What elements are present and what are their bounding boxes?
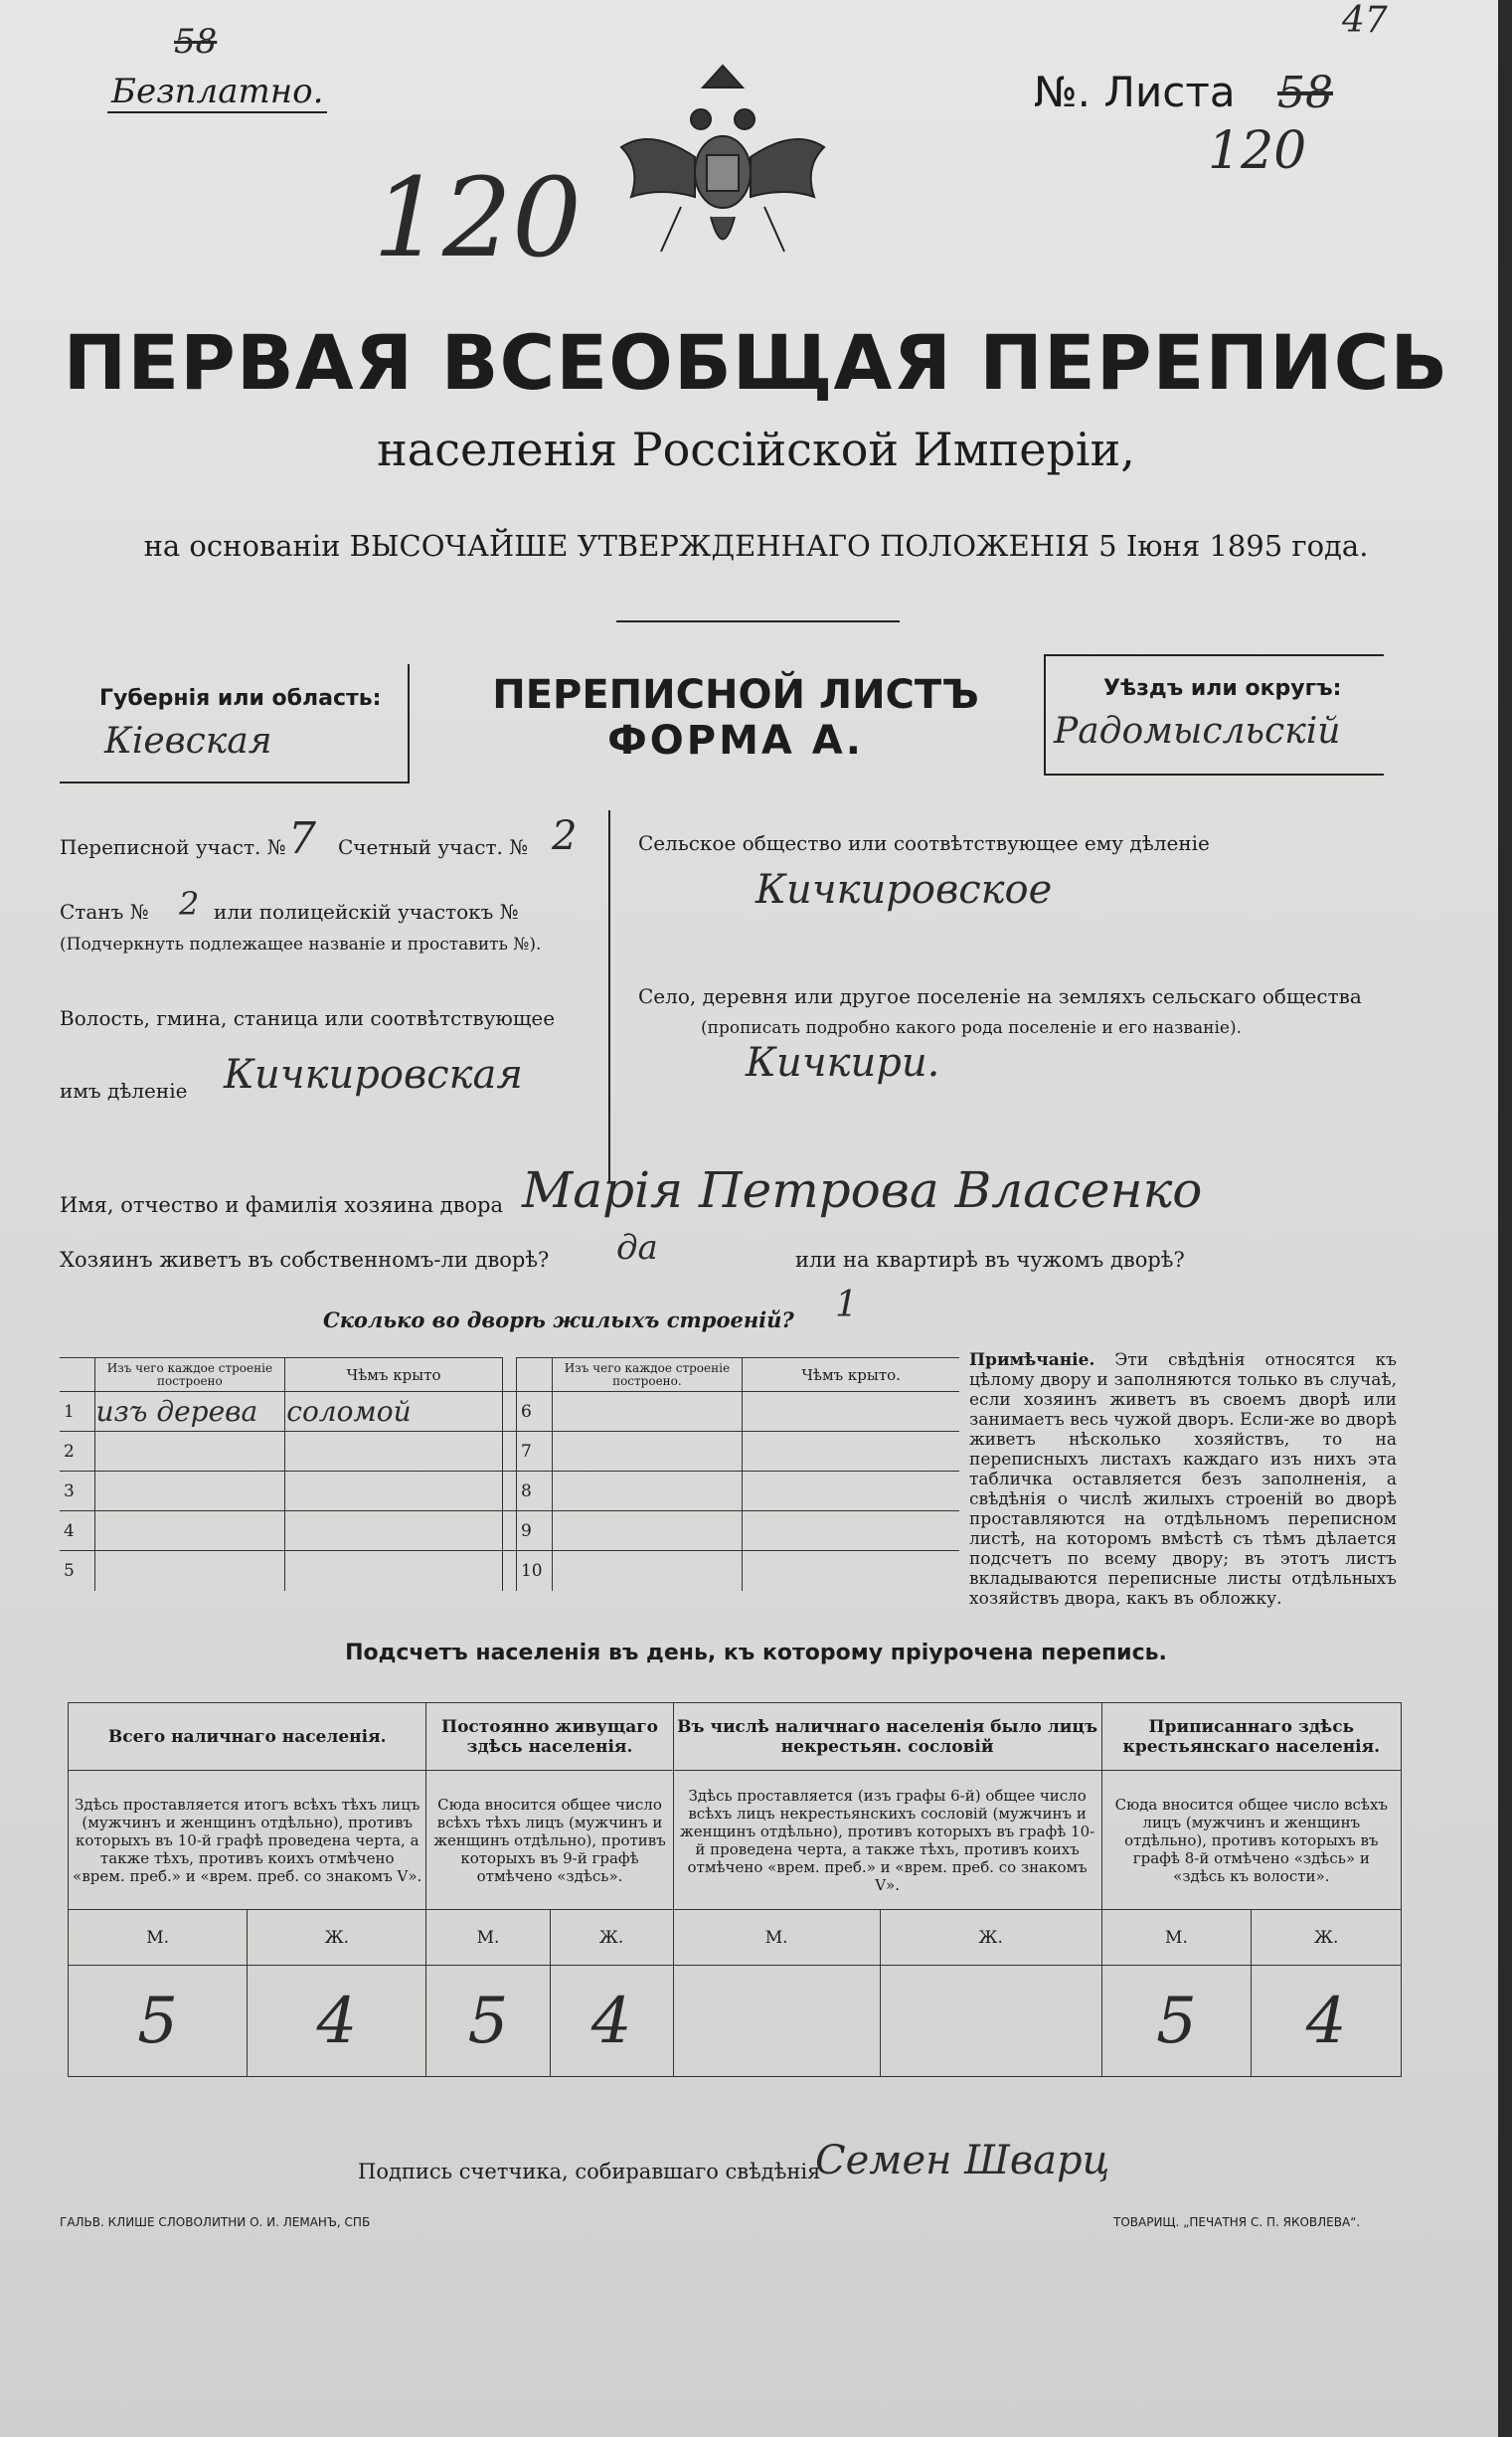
female-count: 4 xyxy=(248,1966,426,2077)
ornament-divider xyxy=(616,620,900,622)
note-text: Эти свѣдѣнія относятся къ цѣлому двору и заполняются только въ случаѣ, если хозяинъ живетъ въ своемъ дворѣ или занимаетъ весь чужой дворъ. Если-же во дворѣ живетъ нѣсколько хозяйствъ, то на переписныхъ листахъ каждаго изъ нихъ эта табличка оставляется безъ заполненія, а свѣдѣнія о числѣ жилыхъ строеній во дворѣ проставляются на отдѣльномъ переписном листѣ, на которомъ вмѣстѣ съ тѣмъ дѣлается подсчетъ по всему двору; въ этотъ листъ вкладываются переписные листы отдѣльныхъ хозяйствъ двора, какъ въ обложку. xyxy=(969,1350,1397,1609)
male-label: М. xyxy=(426,1910,550,1966)
district-value: Радомысльскій xyxy=(1054,711,1341,752)
signature-value: Семен Шварц xyxy=(815,2138,1110,2183)
sheet-number-label: №. Листа xyxy=(1034,68,1236,116)
printer-right: ТОВАРИЩ. „ПЕЧАТНЯ С. П. ЯКОВЛЕВА“. xyxy=(1113,2215,1361,2229)
signature-label: Подпись счетчика, собиравшаго свѣдѣнія xyxy=(358,2160,821,2183)
group-header: Постоянно живущаго здѣсь населенія. xyxy=(426,1703,673,1771)
building-row xyxy=(60,1392,959,1432)
group-desc: Сюда вносится общее число всѣхъ лицъ (мужчинъ и женщинъ отдѣльно), противъ которыхъ въ графѣ 8-й отмѣчено «здѣсь» и «здѣсь къ волости». xyxy=(1101,1771,1401,1910)
row-material xyxy=(94,1511,285,1551)
col-roof-header-2: Чѣмъ крыто. xyxy=(743,1358,959,1392)
page-subtitle: населенія Россійской Имперіи, xyxy=(377,423,1135,476)
row-no: 3 xyxy=(60,1472,94,1511)
population-table xyxy=(68,1702,1402,2077)
row-material xyxy=(94,1432,285,1472)
volost-value: Кичкировская xyxy=(224,1052,523,1098)
owner-name-label: Имя, отчество и фамилія хозяина двора xyxy=(60,1193,504,1217)
group-header: Всего наличнаго населенія. xyxy=(69,1703,426,1771)
col-roof-header: Чѣмъ крыто xyxy=(285,1358,503,1392)
buildings-count-label: Сколько во дворѣ жилыхъ строеній? xyxy=(323,1307,794,1332)
building-row xyxy=(60,1511,959,1551)
male-count xyxy=(673,1966,880,2077)
village-value: Кичкири. xyxy=(746,1040,940,1086)
male-label: М. xyxy=(673,1910,880,1966)
underline-note: (Подчеркнуть подлежащее названіе и проставить №). xyxy=(60,935,542,955)
male-count: 5 xyxy=(426,1966,550,2077)
top-right-number: 47 xyxy=(1342,0,1388,41)
volost-label-2: имъ дѣленіе xyxy=(60,1079,188,1103)
row-no: 2 xyxy=(60,1432,94,1472)
row-no: 9 xyxy=(516,1511,552,1551)
sheet-number-struck: 58 xyxy=(1277,68,1333,118)
stan-label: Станъ № xyxy=(60,900,149,924)
province-label: Губернія или область: xyxy=(99,686,382,711)
group-desc: Сюда вносится общее число всѣхъ тѣхъ лицъ (мужчинъ и женщинъ отдѣльно), противъ которыхъ въ 9-й графѣ отмѣчено «здѣсь». xyxy=(426,1771,673,1910)
row-no: 8 xyxy=(516,1472,552,1511)
society-value: Кичкировское xyxy=(756,867,1053,913)
owner-name-value: Марія Петрова Власенко xyxy=(522,1161,1203,1219)
female-label: Ж. xyxy=(550,1910,673,1966)
sheet-title: ПЕРЕПИСНОЙ ЛИСТЪ xyxy=(492,672,979,718)
row-material: изъ дерева xyxy=(94,1392,285,1432)
printer-left: ГАЛЬВ. КЛИШЕ СЛОВОЛИТНИ О. И. ЛЕМАНЪ, СПБ xyxy=(60,2215,371,2229)
district-label: Уѣздъ или округъ: xyxy=(1103,676,1342,701)
col-material-header: Изъ чего каждое строеніе построено xyxy=(94,1358,285,1392)
buildings-count-value: 1 xyxy=(835,1285,858,1325)
scan-edge xyxy=(1498,0,1512,2437)
census-area-label: Переписной участ. № xyxy=(60,835,286,859)
row-roof xyxy=(285,1472,503,1511)
province-value: Кіевская xyxy=(104,721,272,762)
male-count: 5 xyxy=(69,1966,248,2077)
row-material xyxy=(94,1472,285,1511)
imperial-eagle-emblem xyxy=(611,58,835,286)
row-no: 5 xyxy=(60,1551,94,1591)
count-area-label: Счетный участ. № xyxy=(338,835,529,859)
population-title: Подсчетъ населенія въ день, къ которому пріурочена перепись. xyxy=(345,1641,1167,1665)
male-count: 5 xyxy=(1101,1966,1252,2077)
row-no: 10 xyxy=(516,1551,552,1591)
row-no: 6 xyxy=(516,1392,552,1432)
male-label: М. xyxy=(1101,1910,1252,1966)
female-label: Ж. xyxy=(1252,1910,1402,1966)
census-area-value: 7 xyxy=(288,813,316,864)
female-count xyxy=(880,1966,1101,2077)
count-area-value: 2 xyxy=(552,813,578,859)
fields-divider xyxy=(608,810,610,1183)
page-title: ПЕРВАЯ ВСЕОБЩАЯ ПЕРЕПИСЬ xyxy=(63,318,1449,407)
form-label: ФОРМА А. xyxy=(607,718,864,764)
row-roof xyxy=(285,1551,503,1591)
village-label: Село, деревня или другое поселеніе на земляхъ сельскаго общества xyxy=(638,984,1362,1008)
building-row xyxy=(60,1432,959,1472)
female-count: 4 xyxy=(1252,1966,1402,2077)
row-no: 4 xyxy=(60,1511,94,1551)
female-count: 4 xyxy=(550,1966,673,2077)
top-number: 58 xyxy=(174,22,218,62)
row-no: 1 xyxy=(60,1392,94,1432)
note-label: Примѣчаніе. xyxy=(969,1350,1095,1370)
note xyxy=(969,1350,1397,1609)
row-roof: соломой xyxy=(285,1392,503,1432)
own-yard-value: да xyxy=(616,1228,658,1268)
buildings-table xyxy=(60,1357,959,1591)
rent-label: или на квартирѣ въ чужомъ дворѣ? xyxy=(795,1248,1185,1272)
female-label: Ж. xyxy=(880,1910,1101,1966)
row-material xyxy=(94,1551,285,1591)
group-desc: Здѣсь проставляется итогъ всѣхъ тѣхъ лицъ (мужчинъ и женщинъ отдѣльно), противъ которыхъ въ 10-й графѣ проведена черта, а также тѣхъ, противъ коихъ отмѣчено «врем. преб.» и «врем. преб. со знакомъ V». xyxy=(69,1771,426,1910)
male-label: М. xyxy=(69,1910,248,1966)
row-roof xyxy=(285,1511,503,1551)
big-sheet-number: 120 xyxy=(373,154,582,281)
legal-basis: на основаніи ВЫСОЧАЙШЕ УТВЕРЖДЕННАГО ПОЛОЖЕНІЯ 5 Іюня 1895 года. xyxy=(143,529,1369,563)
row-no: 7 xyxy=(516,1432,552,1472)
sheet-number-value: 120 xyxy=(1208,121,1307,181)
own-yard-label: Хозяинъ живетъ въ собственномъ-ли дворѣ? xyxy=(60,1248,550,1272)
society-label: Сельское общество или соотвѣтствующее ему дѣленіе xyxy=(638,831,1210,855)
building-row xyxy=(60,1551,959,1591)
group-header: Въ числѣ наличнаго населенія было лицъ некрестьян. сословій xyxy=(673,1703,1101,1771)
stan-value: 2 xyxy=(179,885,200,923)
building-row xyxy=(60,1472,959,1511)
female-label: Ж. xyxy=(248,1910,426,1966)
free-label: Безплатно. xyxy=(107,72,327,113)
village-note: (прописать подробно какого рода поселеніе и его названіе). xyxy=(701,1018,1242,1038)
group-desc: Здѣсь проставляется (изъ графы 6-й) общее число всѣхъ лицъ некрестьянскихъ сословій (мужчинъ и женщинъ отдѣльно), противъ которыхъ въ графѣ 10-й проведена черта, а также тѣхъ, противъ коихъ отмѣчено «врем. преб.» и «врем. преб. со знакомъ V». xyxy=(673,1771,1101,1910)
col-material-header-2: Изъ чего каждое строеніе построено. xyxy=(552,1358,743,1392)
volost-label: Волость, гмина, станица или соотвѣтствующее xyxy=(60,1006,556,1030)
row-roof xyxy=(285,1432,503,1472)
group-header: Приписаннаго здѣсь крестьянскаго населенія. xyxy=(1101,1703,1401,1771)
police-label: или полицейскій участокъ № xyxy=(214,900,519,924)
